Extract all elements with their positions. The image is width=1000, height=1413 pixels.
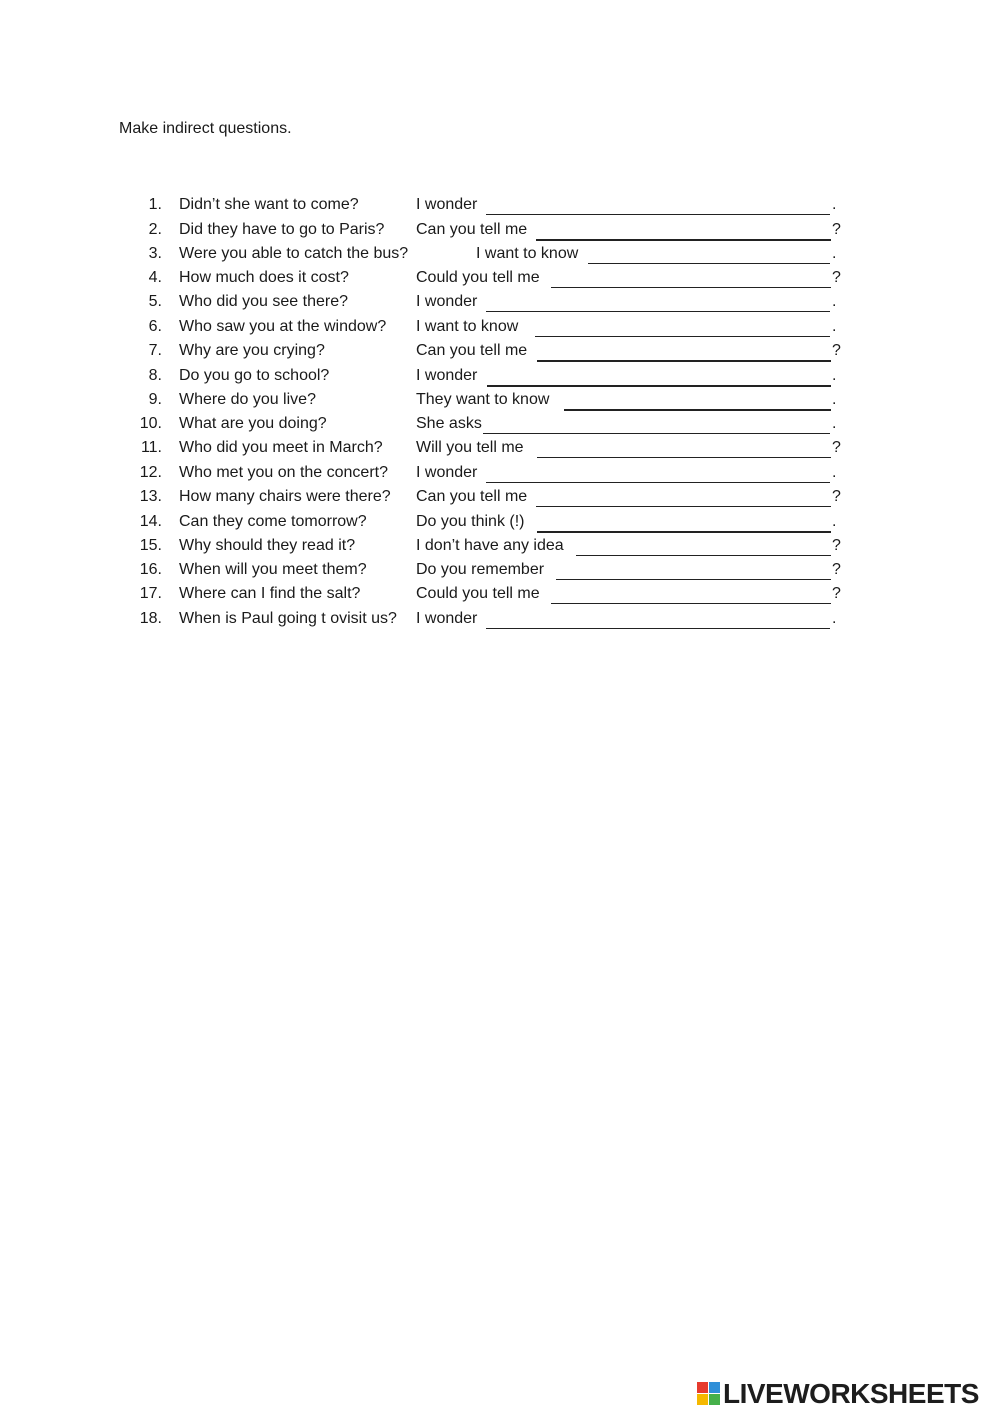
item-end-punctuation: . — [832, 293, 837, 310]
item-question: Didn’t she want to come? — [179, 196, 359, 213]
answer-blank[interactable] — [536, 221, 831, 241]
exercise-item — [0, 610, 1000, 634]
item-prompt: Could you tell me — [416, 269, 540, 286]
item-number: 16. — [139, 561, 162, 578]
answer-blank[interactable] — [588, 245, 830, 264]
item-question: How many chairs were there? — [179, 488, 391, 505]
exercise-item — [0, 561, 1000, 585]
item-question: When will you meet them? — [179, 561, 367, 578]
item-question: Why are you crying? — [179, 342, 325, 359]
exercise-item — [0, 537, 1000, 561]
item-question: When is Paul going t ovisit us? — [179, 610, 397, 627]
item-end-punctuation: . — [832, 610, 837, 627]
exercise-item — [0, 318, 1000, 342]
answer-blank[interactable] — [535, 318, 830, 337]
item-number: 18. — [139, 610, 162, 627]
answer-blank[interactable] — [486, 464, 830, 483]
item-prompt: Will you tell me — [416, 439, 524, 456]
exercise-item — [0, 464, 1000, 488]
exercise-item — [0, 196, 1000, 220]
liveworksheets-logo — [697, 1376, 997, 1412]
exercise-item — [0, 342, 1000, 366]
exercise-item — [0, 488, 1000, 512]
exercise-item — [0, 415, 1000, 439]
item-prompt: I wonder — [416, 610, 478, 627]
item-question: What are you doing? — [179, 415, 327, 432]
item-prompt: I want to know — [476, 245, 579, 262]
item-question: Who did you meet in March? — [179, 439, 383, 456]
instruction-text: Make indirect questions. — [119, 120, 292, 137]
item-number: 1. — [148, 196, 162, 213]
item-question: Who saw you at the window? — [179, 318, 387, 335]
item-prompt: I don’t have any idea — [416, 537, 564, 554]
item-prompt: Do you remember — [416, 561, 545, 578]
item-prompt: I wonder — [416, 196, 478, 213]
logo-mark-icon — [697, 1382, 721, 1406]
item-number: 10. — [139, 415, 162, 432]
logo-square — [709, 1394, 720, 1405]
answer-blank[interactable] — [576, 537, 831, 556]
answer-blank[interactable] — [537, 513, 831, 533]
exercise-item — [0, 293, 1000, 317]
exercise-list — [0, 0, 1000, 700]
answer-blank[interactable] — [556, 561, 831, 580]
item-number: 7. — [148, 342, 162, 359]
exercise-item — [0, 269, 1000, 293]
item-number: 13. — [139, 488, 162, 505]
item-question: Who met you on the concert? — [179, 464, 388, 481]
item-end-punctuation: . — [832, 245, 837, 262]
item-question: Did they have to go to Paris? — [179, 221, 385, 238]
item-prompt: They want to know — [416, 391, 550, 408]
item-end-punctuation: . — [832, 196, 837, 213]
item-number: 14. — [139, 513, 162, 530]
logo-text: LIVEWORKSHEETS — [723, 1378, 979, 1409]
logo-square — [697, 1394, 708, 1405]
item-end-punctuation: ? — [832, 342, 841, 359]
item-end-punctuation: . — [832, 464, 837, 481]
answer-blank[interactable] — [537, 439, 831, 458]
item-number: 2. — [148, 221, 162, 238]
item-number: 3. — [148, 245, 162, 262]
answer-blank[interactable] — [483, 415, 830, 434]
item-question: Can they come tomorrow? — [179, 513, 367, 530]
answer-blank[interactable] — [536, 488, 831, 507]
exercise-item — [0, 439, 1000, 463]
logo-square — [697, 1382, 708, 1393]
item-prompt: I wonder — [416, 464, 478, 481]
logo-square — [709, 1382, 720, 1393]
item-end-punctuation: . — [832, 391, 837, 408]
answer-blank[interactable] — [486, 196, 830, 215]
item-prompt: Can you tell me — [416, 221, 528, 238]
item-number: 5. — [148, 293, 162, 310]
exercise-item — [0, 585, 1000, 609]
answer-blank[interactable] — [564, 391, 831, 411]
item-end-punctuation: ? — [832, 585, 841, 602]
item-end-punctuation: ? — [832, 439, 841, 456]
item-question: How much does it cost? — [179, 269, 349, 286]
item-number: 8. — [148, 367, 162, 384]
answer-blank[interactable] — [487, 367, 831, 387]
item-question: Were you able to catch the bus? — [179, 245, 409, 262]
item-number: 11. — [140, 439, 162, 456]
item-end-punctuation: . — [832, 318, 837, 335]
item-number: 17. — [139, 585, 162, 602]
item-end-punctuation: ? — [832, 561, 841, 578]
item-end-punctuation: . — [832, 415, 837, 432]
exercise-item — [0, 513, 1000, 537]
item-prompt: Do you think (!) — [416, 513, 525, 530]
item-question: Why should they read it? — [179, 537, 356, 554]
item-prompt: I want to know — [416, 318, 519, 335]
item-question: Where do you live? — [179, 391, 316, 408]
item-prompt: Can you tell me — [416, 488, 528, 505]
item-prompt: I wonder — [416, 367, 478, 384]
item-number: 9. — [148, 391, 162, 408]
answer-blank[interactable] — [486, 293, 830, 312]
item-prompt: Can you tell me — [416, 342, 528, 359]
exercise-item — [0, 367, 1000, 391]
item-end-punctuation: ? — [832, 269, 841, 286]
item-prompt: I wonder — [416, 293, 478, 310]
item-number: 6. — [148, 318, 162, 335]
item-end-punctuation: . — [832, 367, 837, 384]
item-end-punctuation: . — [832, 513, 837, 530]
exercise-item — [0, 245, 1000, 269]
item-prompt: Could you tell me — [416, 585, 540, 602]
item-question: Who did you see there? — [179, 293, 348, 310]
item-prompt: She asks — [416, 415, 482, 432]
item-end-punctuation: ? — [832, 537, 841, 554]
item-number: 15. — [139, 537, 162, 554]
answer-blank[interactable] — [551, 585, 831, 604]
item-number: 4. — [148, 269, 162, 286]
item-question: Where can I find the salt? — [179, 585, 361, 602]
item-end-punctuation: ? — [832, 488, 841, 505]
item-question: Do you go to school? — [179, 367, 330, 384]
exercise-item — [0, 221, 1000, 245]
answer-blank[interactable] — [537, 342, 831, 362]
exercise-item — [0, 391, 1000, 415]
item-end-punctuation: ? — [832, 221, 841, 238]
item-number: 12. — [139, 464, 162, 481]
answer-blank[interactable] — [486, 610, 830, 629]
answer-blank[interactable] — [551, 269, 831, 288]
